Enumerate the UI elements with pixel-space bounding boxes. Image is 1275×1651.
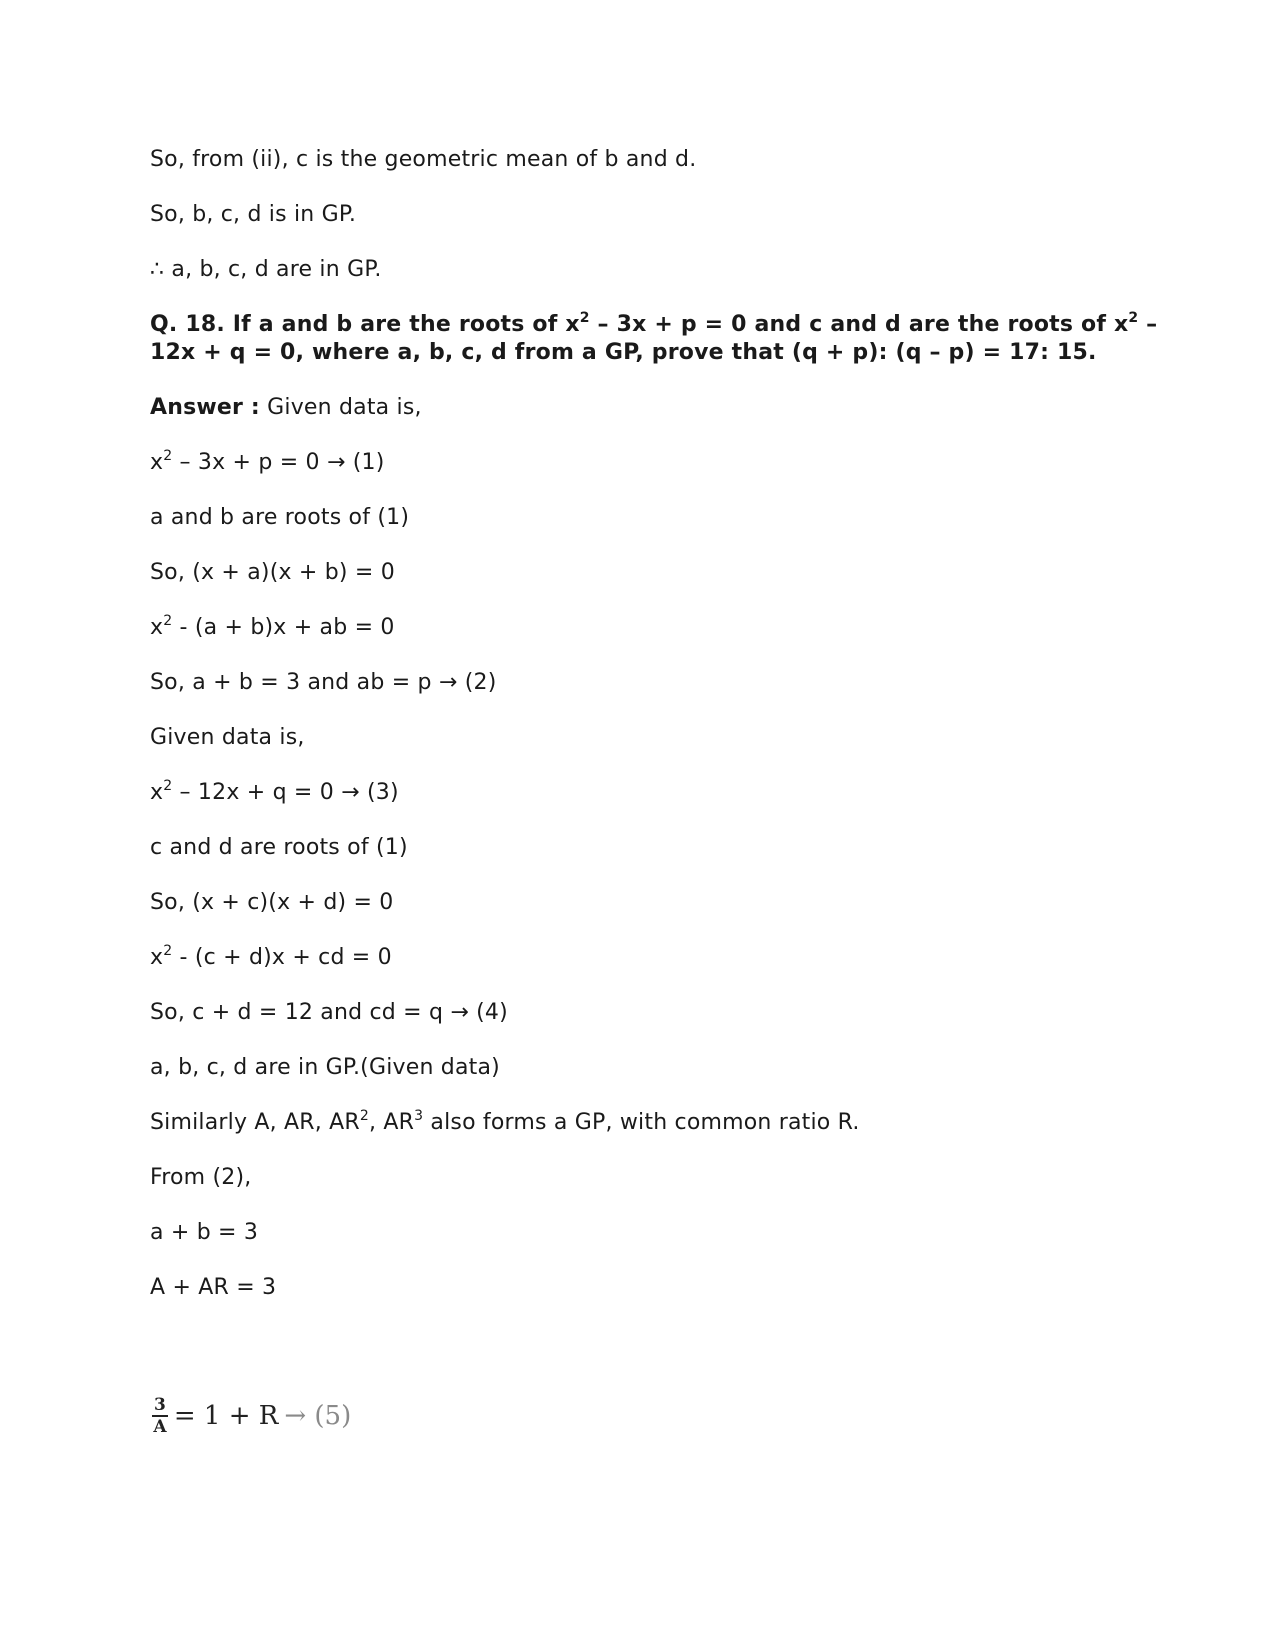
answer-label: Answer :: [150, 395, 260, 420]
equation-tag: → (5): [284, 1401, 352, 1431]
text-line: a + b = 3: [150, 1220, 259, 1245]
text-line: c and d are roots of (1): [150, 835, 408, 860]
equation-line: $x^2 - (c + d)x$ + cd = 0: [150, 942, 392, 970]
text-line: From (2),: [150, 1165, 252, 1190]
text-line: A + AR = 3: [150, 1275, 277, 1300]
conclusion-line: ∴ a, b, c, d are in GP.: [150, 257, 382, 282]
answer-line: Answer : Given data is,: [150, 395, 422, 420]
text-line: So, (x + a)(x + b) = 0: [150, 560, 395, 585]
text-line: So, (x + c)(x + d) = 0: [150, 890, 394, 915]
question-heading-line-2: 12x + q = 0, where a, b, c, d from a GP, prove that (q + p): (q – p) = 17: 15.: [150, 340, 1097, 365]
fraction: [152, 1395, 168, 1437]
text-line: So, c + d = 12 and cd = q → (4): [150, 1000, 508, 1025]
text-line: Given data is,: [150, 725, 305, 750]
text-line: Similarly A, AR, $AR^2$, $AR^3$ also forms a GP, with common ratio R.: [150, 1107, 860, 1135]
question-heading-line-1: Q. 18. If a and b are the roots of $x^2 - 3x + p = 0$ and c and d are the roots of $x^2$ –: [150, 309, 1158, 337]
equation-line: $x^2 - 12x + q = 0 \to (3)$: [150, 777, 399, 805]
fraction-denominator: A: [153, 1417, 167, 1437]
text-line: So, a + b = 3 and ab = p → (2): [150, 670, 497, 695]
text-line: So, from (ii), c is the geometric mean of b and d.: [150, 147, 697, 172]
text-line: a, b, c, d are in GP.(Given data): [150, 1055, 500, 1080]
fraction-equation: [152, 1395, 351, 1437]
equation-line: $x^2 - 3x + p = 0 \to (1)$: [150, 447, 385, 475]
text-line: a and b are roots of (1): [150, 505, 410, 530]
text-line: So, b, c, d is in GP.: [150, 202, 357, 227]
equation-line: $x^2 - (a + b)x$ + ab = 0: [150, 612, 395, 640]
equation-rhs: = 1 + R: [173, 1401, 279, 1431]
fraction-numerator: 3: [154, 1395, 166, 1415]
